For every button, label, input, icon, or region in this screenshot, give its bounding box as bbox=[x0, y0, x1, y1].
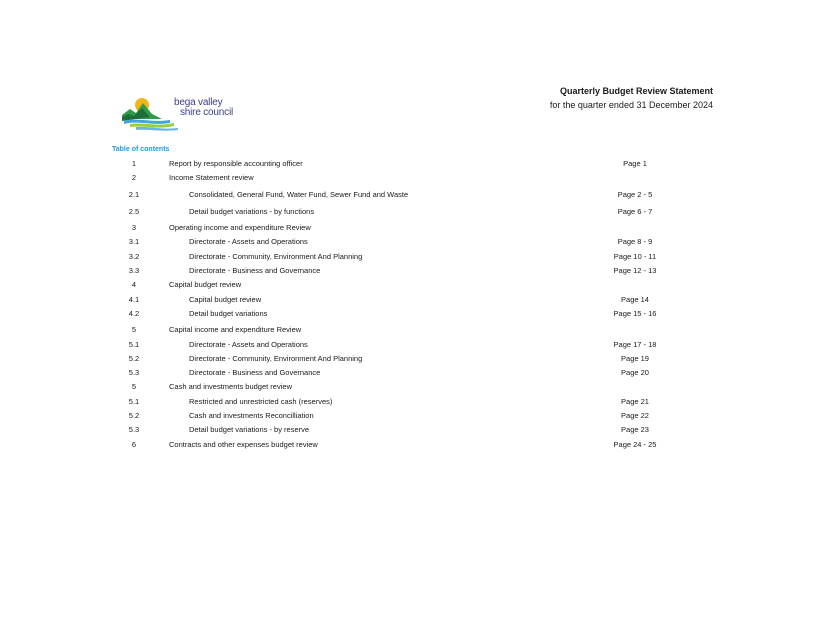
toc-entry: Directorate - Assets and Operations bbox=[189, 237, 308, 246]
toc-entry: Detail budget variations - by reserve bbox=[189, 425, 310, 434]
toc-entry: Income Statement review bbox=[169, 173, 254, 182]
toc-row bbox=[0, 173, 825, 185]
toc-heading: Table of contents bbox=[112, 146, 170, 153]
toc-page: Page 15 - 16 bbox=[613, 309, 657, 318]
toc-row bbox=[0, 325, 825, 337]
toc-row bbox=[0, 159, 825, 171]
toc-row bbox=[0, 252, 825, 264]
toc-number: 5.1 bbox=[128, 397, 140, 406]
toc-page: Page 20 bbox=[621, 368, 649, 377]
toc-number: 4.2 bbox=[128, 309, 140, 318]
toc-entry: Restricted and unrestricted cash (reserves) bbox=[189, 397, 333, 406]
toc-entry: Directorate - Community, Environment And Planning bbox=[189, 354, 363, 363]
toc-entry: Directorate - Business and Governance bbox=[189, 266, 321, 275]
toc-entry: Contracts and other expenses budget review bbox=[169, 440, 318, 449]
toc-number: 5.3 bbox=[128, 368, 140, 377]
toc-row bbox=[0, 368, 825, 380]
toc-entry: Report by responsible accounting officer bbox=[169, 159, 303, 168]
toc-page: Page 17 - 18 bbox=[613, 340, 657, 349]
toc-number: 5.1 bbox=[128, 340, 140, 349]
toc-number: 5 bbox=[131, 382, 137, 391]
toc-page: Page 21 bbox=[621, 397, 649, 406]
toc-number: 3.2 bbox=[128, 252, 140, 261]
toc-entry: Operating income and expenditure Review bbox=[169, 223, 311, 232]
logo-text-line2: shire council bbox=[180, 107, 233, 118]
toc-page: Page 19 bbox=[621, 354, 649, 363]
toc-number: 5.2 bbox=[128, 354, 140, 363]
report-subtitle: for the quarter ended 31 December 2024 bbox=[549, 100, 713, 110]
toc-page: Page 14 bbox=[621, 295, 649, 304]
toc-row bbox=[0, 354, 825, 366]
council-logo bbox=[122, 93, 248, 137]
toc-page: Page 8 - 9 bbox=[617, 237, 653, 246]
toc-row bbox=[0, 190, 825, 202]
toc-number: 6 bbox=[131, 440, 137, 449]
toc-entry: Detail budget variations - by functions bbox=[189, 207, 315, 216]
toc-number: 4 bbox=[131, 280, 137, 289]
toc-row bbox=[0, 207, 825, 219]
toc-page: Page 10 - 11 bbox=[613, 252, 657, 261]
toc-entry: Directorate - Business and Governance bbox=[189, 368, 321, 377]
toc-row bbox=[0, 382, 825, 394]
toc-row bbox=[0, 397, 825, 409]
toc-page: Page 2 - 5 bbox=[617, 190, 653, 199]
toc-row bbox=[0, 440, 825, 452]
toc-entry: Detail budget variations bbox=[189, 309, 268, 318]
toc-row bbox=[0, 295, 825, 307]
toc-number: 3.1 bbox=[128, 237, 140, 246]
toc-entry: Cash and investments Reconcilliation bbox=[189, 411, 314, 420]
toc-number: 2.1 bbox=[128, 190, 140, 199]
toc-entry: Capital income and expenditure Review bbox=[169, 325, 302, 334]
toc-number: 3 bbox=[131, 223, 137, 232]
toc-row bbox=[0, 266, 825, 278]
toc-number: 5 bbox=[131, 325, 137, 334]
toc-page: Page 22 bbox=[621, 411, 649, 420]
toc-entry: Capital budget review bbox=[169, 280, 242, 289]
toc-row bbox=[0, 425, 825, 437]
landscape-logo-icon bbox=[122, 93, 182, 137]
toc-page: Page 6 - 7 bbox=[617, 207, 653, 216]
toc-number: 4.1 bbox=[128, 295, 140, 304]
toc-row bbox=[0, 340, 825, 352]
toc-entry: Consolidated, General Fund, Water Fund, Sewer Fund and Waste bbox=[189, 190, 409, 199]
toc-page: Page 24 - 25 bbox=[613, 440, 657, 449]
toc-page: Page 23 bbox=[621, 425, 649, 434]
toc-entry: Directorate - Assets and Operations bbox=[189, 340, 308, 349]
toc-row bbox=[0, 280, 825, 292]
toc-number: 2.5 bbox=[128, 207, 140, 216]
toc-row bbox=[0, 223, 825, 235]
toc-number: 3.3 bbox=[128, 266, 140, 275]
toc-entry: Capital budget review bbox=[189, 295, 262, 304]
toc-row bbox=[0, 237, 825, 249]
toc-number: 1 bbox=[131, 159, 137, 168]
toc-number: 2 bbox=[131, 173, 137, 182]
logo-text-line1: bega valley bbox=[174, 97, 223, 108]
toc-page: Page 12 - 13 bbox=[613, 266, 657, 275]
toc-entry: Cash and investments budget review bbox=[169, 382, 292, 391]
toc-number: 5.2 bbox=[128, 411, 140, 420]
toc-row bbox=[0, 411, 825, 423]
toc-number: 5.3 bbox=[128, 425, 140, 434]
report-title: Quarterly Budget Review Statement bbox=[559, 86, 713, 96]
toc-entry: Directorate - Community, Environment And Planning bbox=[189, 252, 363, 261]
toc-page: Page 1 bbox=[623, 159, 647, 168]
toc-row bbox=[0, 309, 825, 321]
